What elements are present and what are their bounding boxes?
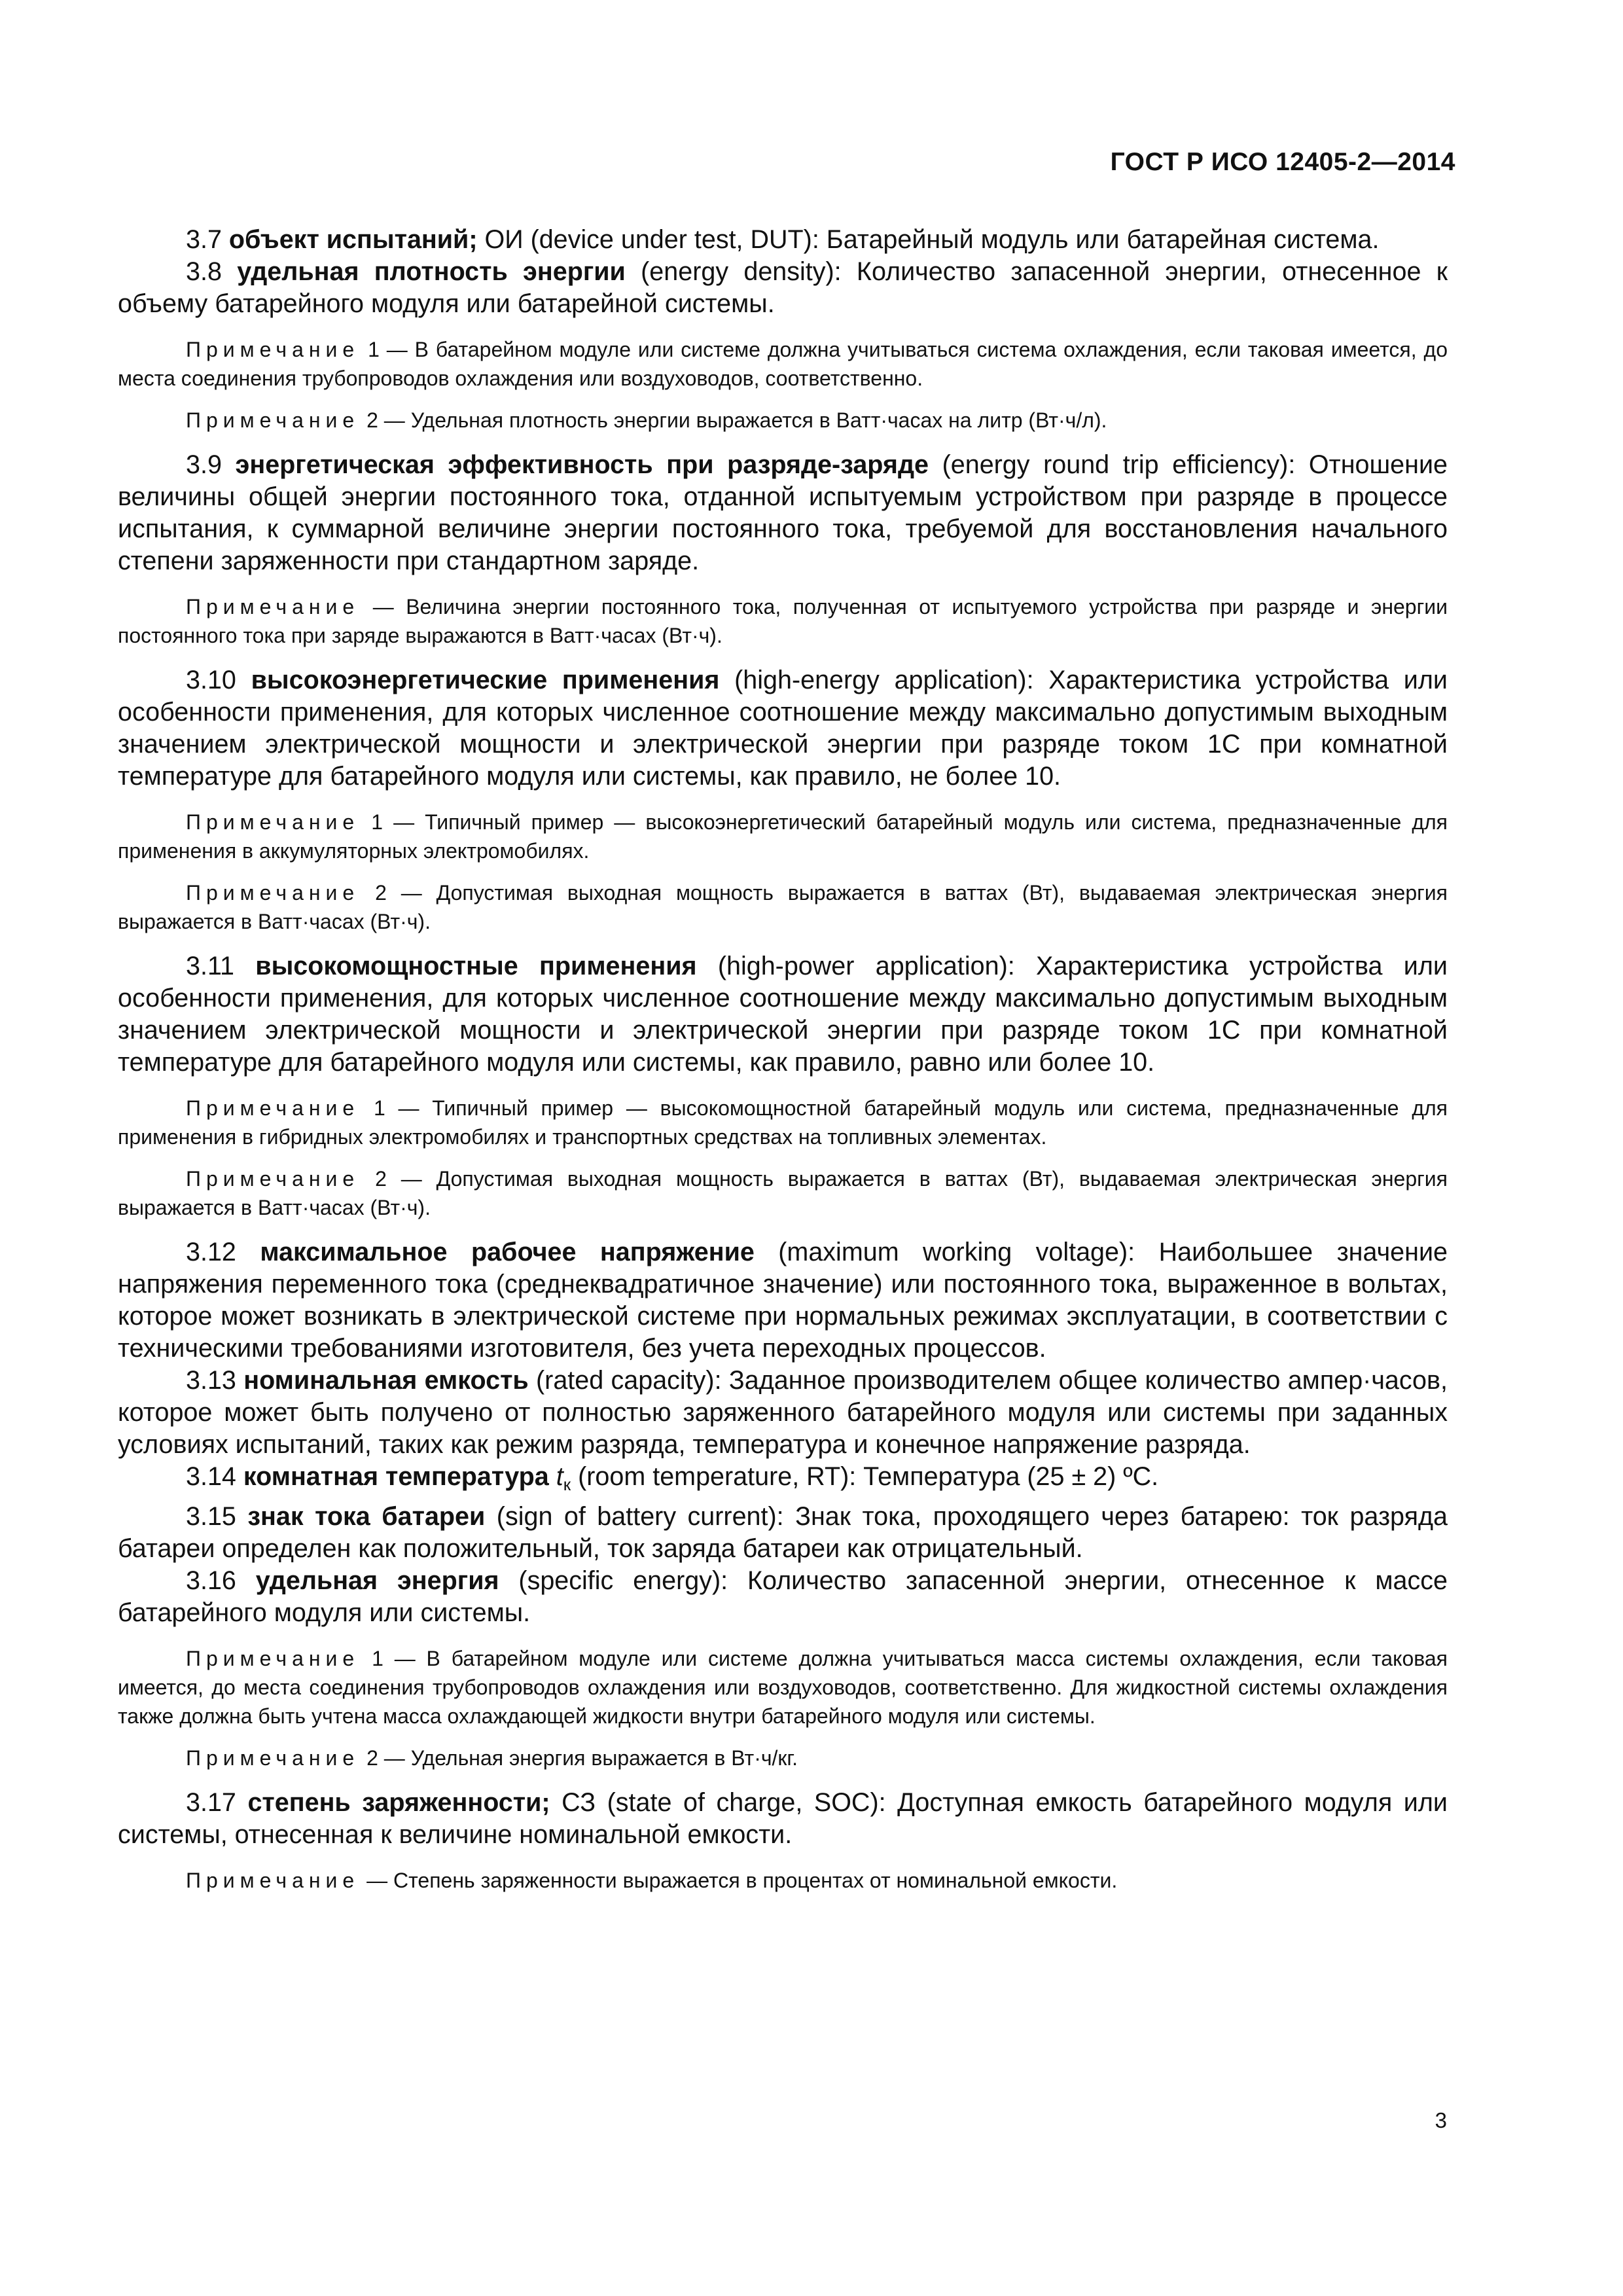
note-label: Примечание — [186, 1167, 360, 1191]
term-symbol-subscript: к — [563, 1475, 571, 1494]
term-3-7 — [118, 224, 1448, 256]
note-label: Примечание — [186, 1096, 360, 1120]
term-3-9 — [118, 449, 1448, 577]
term-number: 3.7 — [186, 225, 222, 254]
term-3-16 — [118, 1565, 1448, 1629]
note-label: Примечание — [186, 1869, 360, 1892]
term-symbol: t — [556, 1462, 563, 1491]
note-3-10-2 — [118, 878, 1448, 936]
note-3-8-2 — [118, 406, 1448, 435]
note-label: Примечание — [186, 595, 360, 619]
document-body — [118, 224, 1448, 1908]
note-text: 2 — Удельная плотность энергии выражается в Ватт·часах на литр (Вт·ч/л). — [361, 408, 1107, 432]
term-number: 3.9 — [186, 450, 222, 479]
note-text: 2 — Допустимая выходная мощность выражается в ваттах (Вт), выдаваемая электрическая энергия выражается в Ватт·часах (Вт·ч). — [118, 1167, 1448, 1219]
note-text: 1 — В батарейном модуле или системе должна учитываться масса системы охлаждения, если таковая имеется, до места соединения трубопроводов охлаждения или воздуховодов, соответственно. Для жидкостной системы охлаждения также должна быть учтена масса охлаждающей жидкости внутри батарейного модуля или системы. — [118, 1647, 1448, 1728]
note-3-11-2 — [118, 1164, 1448, 1222]
note-text: 1 — Типичный пример — высокомощностной батарейный модуль или система, предназначенные для применения в гибридных электромобилях и транспортных средствах на топливных элементах. — [118, 1096, 1448, 1149]
page-number: 3 — [1435, 2108, 1447, 2132]
term-title: удельная плотность энергии — [237, 257, 626, 286]
term-number: 3.8 — [186, 257, 222, 286]
note-label: Примечание — [186, 1746, 360, 1770]
note-label: Примечание — [186, 810, 360, 834]
term-3-11 — [118, 950, 1448, 1079]
term-3-10 — [118, 664, 1448, 793]
term-number: 3.14 — [186, 1462, 236, 1491]
term-title: максимальное рабочее напряжение — [260, 1238, 755, 1266]
note-3-17 — [118, 1866, 1448, 1895]
term-definition: (specific energy): Количество запасенной энергии, отнесенное к массе батарейного модуля или системы. — [118, 1566, 1448, 1627]
term-title: высокомощностные применения — [255, 952, 697, 980]
note-text: 2 — Удельная энергия выражается в Вт·ч/кг. — [361, 1746, 798, 1770]
note-3-10-1 — [118, 808, 1448, 865]
term-definition: (high-energy application): Характеристика устройства или особенности применения, для которых численное соотношение между максимально допустимым выходным значением электрической мощности и электрической энергии при разряде током 1С при комнатной температуре для батарейного модуля или системы, как правило, не более 10. — [118, 666, 1448, 791]
term-number: 3.16 — [186, 1566, 236, 1595]
term-definition: (energy density): Количество запасенной энергии, отнесенное к объему батарейного модуля или батарейной системы. — [118, 257, 1448, 318]
note-text: 1 — В батарейном модуле или системе должна учитываться система охлаждения, если таковая имеется, до места соединения трубопроводов охлаждения или воздуховодов, соответственно. — [118, 338, 1448, 390]
term-definition: (maximum working voltage): Наибольшее значение напряжения переменного тока (среднеквадратичное значение) или постоянного тока, выраженное в вольтах, которое может возникать в электрической системе при нормальных режимах эксплуатации, в соответствии с техническими требованиями изготовителя, без учета переходных процессов. — [118, 1238, 1448, 1363]
note-3-9 — [118, 592, 1448, 650]
term-number: 3.13 — [186, 1366, 236, 1395]
note-label: Примечание — [186, 408, 360, 432]
note-label: Примечание — [186, 338, 360, 361]
term-definition: (rated capacity): Заданное производителем общее количество ампер·часов, которое может быть получено от полностью заряженного батарейного модуля или системы при заданных условиях испытаний, таких как режим разряда, температура и конечное напряжение разряда. — [118, 1366, 1448, 1459]
note-label: Примечание — [186, 1647, 360, 1670]
term-title: номинальная емкость — [243, 1366, 529, 1395]
term-definition: (high-power application): Характеристика устройства или особенности применения, для которых численное соотношение между максимально допустимым выходным значением электрической мощности и электрической энергии при разряде током 1С при комнатной температуре для батарейного модуля или системы, как правило, равно или более 10. — [118, 952, 1448, 1077]
term-title: комнатная температура — [243, 1462, 549, 1491]
note-3-8-1 — [118, 335, 1448, 393]
note-label: Примечание — [186, 881, 360, 905]
term-number: 3.11 — [186, 952, 234, 980]
term-3-13 — [118, 1365, 1448, 1461]
note-text: 2 — Допустимая выходная мощность выражается в ваттах (Вт), выдаваемая электрическая энергия выражается в Ватт·часах (Вт·ч). — [118, 881, 1448, 933]
document-code-header: ГОСТ Р ИСО 12405-2—2014 — [1110, 148, 1455, 176]
term-title: энергетическая эффективность при разряде-заряде — [235, 450, 929, 479]
note-text: — Степень заряженности выражается в процентах от номинальной емкости. — [361, 1869, 1118, 1892]
term-title: объект испытаний; — [228, 225, 478, 254]
term-number: 3.10 — [186, 666, 236, 694]
term-title: знак тока батареи — [247, 1502, 486, 1531]
term-number: 3.15 — [186, 1502, 236, 1531]
term-definition: (sign of battery current): Знак тока, проходящего через батарею: ток разряда батареи определен как положительный, ток заряда батареи как отрицательный. — [118, 1502, 1448, 1563]
term-definition: ОИ (device under test, DUT): Батарейный модуль или батарейная система. — [477, 225, 1380, 254]
term-definition: (room temperature, RT): Температура (25 ± 2) ºС. — [571, 1462, 1159, 1491]
note-3-16-2 — [118, 1744, 1448, 1772]
term-title: степень заряженности; — [247, 1788, 550, 1817]
term-3-8 — [118, 256, 1448, 320]
term-definition: СЗ (state of charge, SOC): Доступная емкость батарейного модуля или системы, отнесенная к величине номинальной емкости. — [118, 1788, 1448, 1849]
term-3-15 — [118, 1501, 1448, 1565]
note-text: 1 — Типичный пример — высокоэнергетический батарейный модуль или система, предназначенные для применения в аккумуляторных электромобилях. — [118, 810, 1448, 863]
note-3-11-1 — [118, 1094, 1448, 1151]
term-3-17 — [118, 1787, 1448, 1851]
term-3-12 — [118, 1236, 1448, 1365]
term-title: удельная энергия — [255, 1566, 499, 1595]
term-title: высокоэнергетические применения — [251, 666, 720, 694]
term-3-14 — [118, 1461, 1448, 1501]
note-3-16-1 — [118, 1644, 1448, 1731]
term-number: 3.17 — [186, 1788, 236, 1817]
note-text: — Величина энергии постоянного тока, полученная от испытуемого устройства при разряде и энергии постоянного тока при заряде выражаются в Ватт·часах (Вт·ч). — [118, 595, 1448, 647]
term-number: 3.12 — [186, 1238, 236, 1266]
term-definition: (energy round trip efficiency): Отношение величины общей энергии постоянного тока, отданной испытуемым устройством при разряде в процессе испытания, к суммарной величине энергии постоянного тока, требуемой для восстановления начального степени заряженности при стандартном заряде. — [118, 450, 1448, 575]
